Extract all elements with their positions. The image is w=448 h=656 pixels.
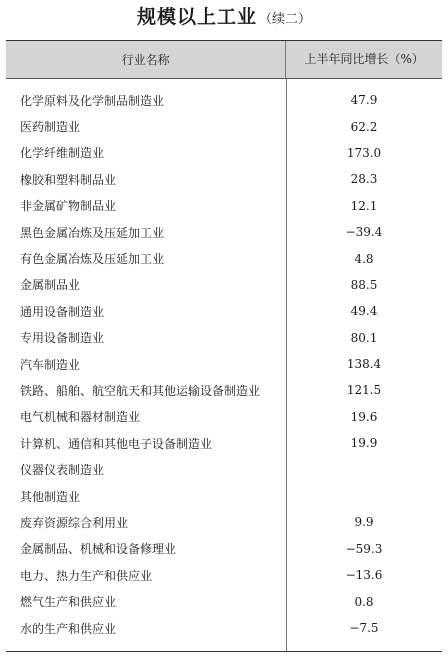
growth-value-cell: 62.2 (350, 119, 378, 134)
industry-name-cell: 汽车制造业 (20, 357, 81, 372)
header-industry-name: 行业名称 (121, 53, 170, 67)
table-row (6, 113, 442, 139)
table-row (6, 351, 442, 377)
industry-name-cell: 医药制造业 (20, 120, 81, 135)
table-row (6, 87, 442, 113)
title-subtitle: （续二） (259, 12, 312, 27)
growth-value-cell: 49.4 (350, 304, 378, 319)
table-row (6, 298, 442, 324)
table-row (6, 483, 442, 509)
table-row (6, 219, 442, 245)
growth-value-cell: 138.4 (346, 357, 382, 372)
table-row (6, 615, 442, 641)
industry-name-cell: 专用设备制造业 (20, 331, 105, 346)
industry-name-cell: 燃气生产和供应业 (20, 595, 117, 610)
table-row (6, 404, 442, 430)
industry-name-cell: 化学原料及化学制品制造业 (20, 93, 165, 108)
growth-value-cell: −13.6 (345, 568, 383, 583)
growth-value-cell: 9.9 (354, 515, 374, 530)
industry-name-cell: 其他制造业 (20, 489, 81, 504)
growth-value-cell: −39.4 (345, 225, 383, 240)
table-row (6, 456, 442, 482)
growth-value-cell: 80.1 (350, 330, 378, 345)
growth-value-cell: 47.9 (350, 93, 378, 108)
table-row (6, 509, 442, 535)
industry-name-cell: 仪器仪表制造业 (20, 463, 105, 478)
growth-value-cell: 121.5 (346, 383, 382, 398)
table-row (6, 562, 442, 588)
industry-name-cell: 废弃资源综合利用业 (20, 515, 129, 530)
industry-name-cell: 化学纤维制造业 (20, 146, 105, 161)
industry-name-cell: 电气机械和器材制造业 (20, 410, 141, 425)
table-row (6, 430, 442, 456)
growth-value-cell: 4.8 (354, 251, 374, 266)
table-row (6, 140, 442, 166)
table-row (6, 588, 442, 614)
table-row (6, 245, 442, 271)
table-rows (6, 79, 442, 641)
page-title (0, 2, 448, 32)
industry-name-cell: 橡胶和塑料制品业 (20, 172, 117, 187)
table-body (6, 79, 442, 652)
header-growth: 上半年同比增长（%） (285, 41, 442, 78)
industry-name-cell: 铁路、船舶、航空航天和其他运输设备制造业 (20, 383, 261, 398)
industry-name-cell: 水的生产和供应业 (20, 621, 117, 636)
industry-name-cell: 金属制品业 (20, 278, 81, 293)
table-row (6, 377, 442, 403)
growth-value-cell: 12.1 (350, 198, 378, 213)
growth-value-cell: −59.3 (345, 541, 383, 556)
growth-value-cell: −7.5 (349, 621, 379, 635)
table-header (6, 40, 442, 79)
industry-name-cell: 非金属矿物制品业 (20, 199, 117, 214)
growth-value-cell: 0.8 (354, 594, 374, 609)
table-row (6, 193, 442, 219)
table-row (6, 166, 442, 192)
growth-value-cell: 19.9 (350, 436, 378, 451)
growth-value-cell: 88.5 (350, 277, 378, 292)
growth-value-cell: 173.0 (346, 145, 382, 160)
industry-name-cell: 计算机、通信和其他电子设备制造业 (20, 436, 213, 451)
industry-name-cell: 有色金属冶炼及压延加工业 (20, 252, 165, 267)
table-row (6, 272, 442, 298)
title-main: 规模以上工业 (136, 6, 257, 28)
table-row (6, 536, 442, 562)
industry-name-cell: 黑色金属冶炼及压延加工业 (20, 225, 165, 240)
table-row (6, 325, 442, 351)
industry-table (6, 40, 442, 652)
growth-value-cell: 28.3 (350, 172, 378, 187)
growth-value-cell: 19.6 (350, 409, 378, 424)
industry-name-cell: 电力、热力生产和供应业 (20, 568, 153, 583)
industry-name-cell: 通用设备制造业 (20, 304, 105, 319)
industry-name-cell: 金属制品、机械和设备修理业 (20, 542, 177, 557)
